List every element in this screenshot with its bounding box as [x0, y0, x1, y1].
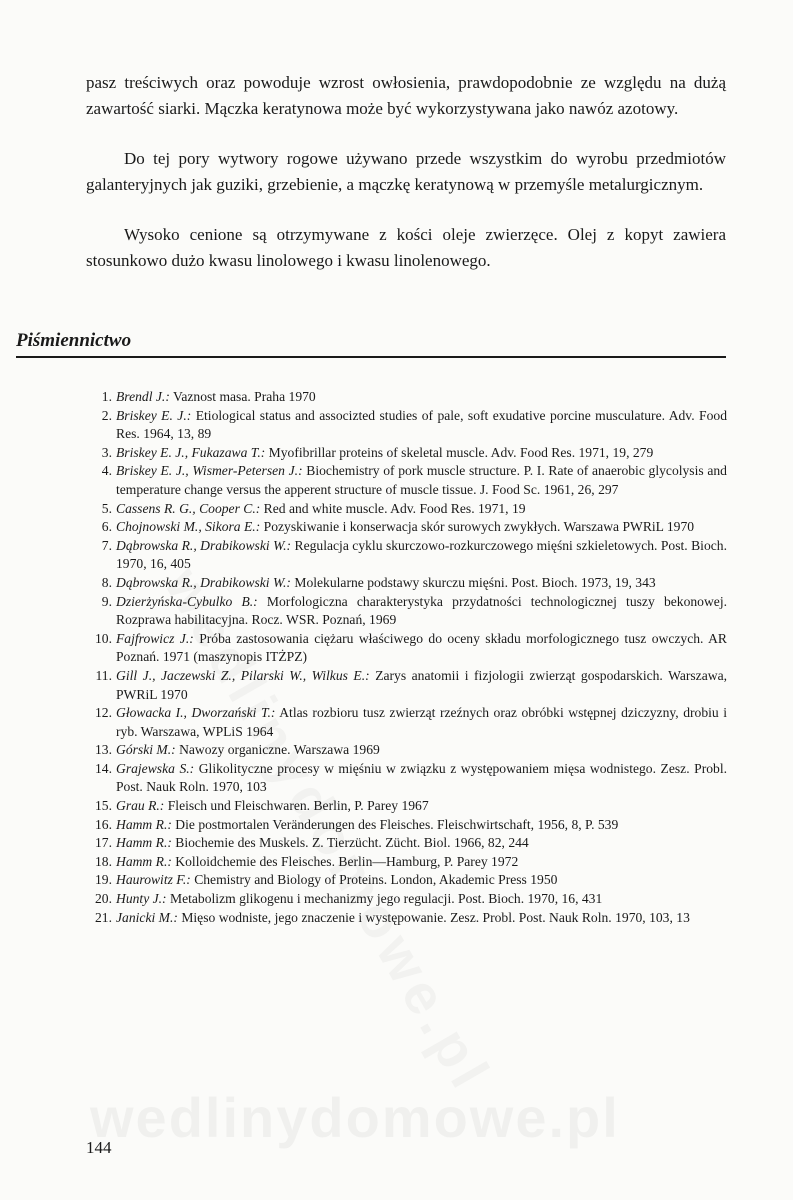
reference-author: Cassens R. G., Cooper C.: [116, 500, 261, 516]
reference-number: 15. [95, 798, 112, 814]
reference-body [116, 890, 727, 909]
reference-body [116, 816, 727, 835]
reference-item [86, 834, 727, 853]
reference-item [86, 518, 727, 537]
reference-body [116, 909, 727, 928]
reference-text: Biochemie des Muskels. Z. Tierzücht. Zücht. Biol. 1966, 82, 244 [175, 835, 529, 851]
reference-author: Grau R.: [116, 798, 165, 814]
reference-item [86, 407, 727, 444]
reference-number: 20. [95, 891, 112, 907]
reference-text: Atlas rozbioru tusz zwierząt rzeźnych oraz obróbki wstępnej dziczyzny, drobiu i ryb. Warszawa, WPLiS 1964 [116, 705, 728, 739]
reference-author: Haurowitz F.: [116, 872, 191, 888]
reference-author: Hamm R.: [116, 835, 172, 851]
reference-body [116, 593, 727, 630]
reference-author: Dąbrowska R., Drabikowski W.: [116, 574, 291, 590]
reference-body [116, 462, 727, 499]
reference-text: Metabolizm glikogenu i mechanizmy jego regulacji. Post. Bioch. 1970, 16, 431 [170, 891, 603, 907]
reference-body [116, 407, 727, 444]
reference-author: Brendl J.: [116, 389, 170, 404]
reference-author: Dąbrowska R., Drabikowski W.: [116, 537, 292, 553]
reference-number: 14. [95, 760, 112, 776]
reference-number: 1. [101, 389, 112, 404]
reference-item [86, 741, 727, 760]
reference-text: Red and white muscle. Adv. Food Res. 1971, 19 [263, 500, 526, 516]
reference-list [86, 388, 727, 927]
reference-text: Kolloidchemie des Fleisches. Berlin—Hamburg, P. Parey 1972 [175, 853, 519, 869]
reference-body [116, 834, 727, 853]
reference-number: 6. [101, 519, 112, 535]
reference-author: Górski M.: [116, 742, 176, 758]
reference-body [116, 574, 727, 593]
reference-number: 7. [101, 537, 112, 553]
reference-item [86, 537, 727, 574]
reference-number: 11. [95, 667, 112, 683]
reference-number: 18. [95, 853, 112, 869]
reference-text: Próba zastosowania ciężaru właściwego do oceny składu morfologicznego tusz owczych. AR Poznań. 1971 (maszynopis ITŻPZ) [116, 630, 727, 665]
reference-body [116, 871, 727, 890]
reference-body [116, 388, 727, 407]
reference-number: 2. [101, 407, 112, 423]
reference-text: Mięso wodniste, jego znaczenie i występowanie. Zesz. Probl. Post. Nauk Roln. 1970, 103, 13 [181, 909, 690, 925]
reference-number: 10. [95, 630, 112, 646]
reference-number: 3. [101, 444, 112, 460]
section-title: Piśmiennictwo [16, 330, 132, 351]
reference-body [116, 741, 727, 760]
reference-body [116, 500, 727, 519]
reference-text: Biochemistry of pork muscle structure. P. I. Rate of anaerobic glycolysis and temperature change versus the apperent structure of muscle tissue. J. Food Sc. 1961, 26, 297 [116, 463, 727, 497]
reference-item [86, 704, 727, 741]
reference-number: 8. [101, 574, 112, 590]
reference-author: Grajewska S.: [116, 760, 195, 776]
reference-number: 19. [95, 872, 112, 888]
paragraph-2: Do tej pory wytwory rogowe używano przede wszystkim do wyrobu przedmiotów galanteryjnych jak guziki, grzebienie, a mączkę keratynową w przemyśle metalurgicznym. [86, 149, 726, 194]
reference-text: Chemistry and Biology of Proteins. London, Akademic Press 1950 [194, 872, 558, 888]
reference-number: 13. [95, 742, 112, 758]
reference-item [86, 797, 727, 816]
reference-author: Fajfrowicz J.: [116, 630, 194, 646]
reference-number: 4. [101, 463, 112, 479]
reference-text: Etiological status and associzted studies of pale, soft exudative porcine musculature. Adv. Food Res. 1964, 13, 89 [116, 407, 727, 442]
reference-item [86, 816, 727, 835]
reference-author: Głowacka I., Dworzański T.: [116, 705, 276, 721]
watermark [90, 1085, 620, 1150]
reference-text: Nawozy organiczne. Warszawa 1969 [179, 742, 380, 758]
reference-author: Hamm R.: [116, 816, 172, 832]
reference-item [86, 593, 727, 630]
reference-text: Zarys anatomii i fizjologii zwierząt gospodarskich. Warszawa, PWRiL 1970 [116, 667, 728, 702]
reference-author: Briskey E. J., Fukazawa T.: [116, 444, 266, 460]
reference-author: Gill J., Jaczewski Z., Pilarski W., Wilkus E.: [116, 667, 370, 683]
reference-author: Hamm R.: [116, 853, 172, 869]
reference-author: Hunty J.: [116, 891, 167, 907]
reference-text: Glikolityczne procesy w mięśniu w związku z występowaniem mięsa wodnistego. Zesz. Probl. Post. Nauk Roln. 1970, 103 [116, 760, 727, 795]
reference-body [116, 444, 727, 463]
reference-text: Molekularne podstawy skurczu mięśni. Post. Bioch. 1973, 19, 343 [294, 574, 656, 590]
reference-item [86, 760, 727, 797]
reference-body [116, 518, 727, 537]
reference-item [86, 667, 727, 704]
reference-text: Fleisch und Fleischwaren. Berlin, P. Parey 1967 [167, 798, 429, 814]
reference-author: Briskey E. J., Wismer-Petersen J.: [116, 463, 303, 479]
reference-text: Vaznost masa. Praha 1970 [173, 389, 316, 404]
reference-item [86, 388, 727, 407]
reference-body [116, 704, 727, 741]
reference-author: Dzierżyńska-Cybulko B.: [116, 593, 258, 609]
reference-body [116, 537, 727, 574]
reference-item [86, 853, 727, 872]
reference-text: Morfologiczna charakterystyka przydatności technologicznej tuszy bekonowej. Rozprawa habilitacyjna. Rocz. WSR. Poznań, 1969 [116, 593, 727, 628]
paragraph-1: pasz treściwych oraz powoduje wzrost owłosienia, prawdopodobnie ze względu na dużą zawartość siarki. Mączka keratynowa może być wykorzystywana jako nawóz azotowy. [86, 73, 726, 118]
reference-item [86, 462, 727, 499]
reference-body [116, 760, 727, 797]
reference-text: Regulacja cyklu skurczowo-rozkurczowego mięśni szkieletowych. Post. Bioch. 1970, 16, 405 [116, 537, 727, 572]
paragraph-3: Wysoko cenione są otrzymywane z kości oleje zwierzęce. Olej z kopyt zawiera stosunkowo dużo kwasu linolowego i kwasu linolenowego. [86, 225, 726, 270]
reference-body [116, 797, 727, 816]
reference-text: Die postmortalen Veränderungen des Fleisches. Fleischwirtschaft, 1956, 8, P. 539 [175, 816, 619, 832]
reference-body [116, 667, 727, 704]
reference-number: 21. [95, 909, 112, 925]
reference-text: Pozyskiwanie i konserwacja skór surowych zwykłych. Warszawa PWRiL 1970 [263, 519, 695, 535]
reference-number: 12. [95, 705, 112, 721]
reference-author: Chojnowski M., Sikora E.: [116, 519, 261, 535]
reference-number: 9. [101, 593, 112, 609]
reference-item [86, 890, 727, 909]
reference-author: Janicki M.: [116, 909, 178, 925]
page-number: 144 [86, 1138, 112, 1157]
reference-item [86, 630, 727, 667]
reference-item [86, 574, 727, 593]
reference-number: 5. [101, 500, 112, 516]
reference-body [116, 630, 727, 667]
reference-author: Briskey E. J.: [116, 407, 192, 423]
reference-item [86, 909, 727, 928]
reference-number: 16. [95, 816, 112, 832]
reference-text: Myofibrillar proteins of skeletal muscle. Adv. Food Res. 1971, 19, 279 [268, 444, 654, 460]
reference-number: 17. [95, 835, 112, 851]
reference-item [86, 871, 727, 890]
reference-item [86, 500, 727, 519]
reference-item [86, 444, 727, 463]
section-rule [16, 356, 726, 358]
reference-body [116, 853, 727, 872]
